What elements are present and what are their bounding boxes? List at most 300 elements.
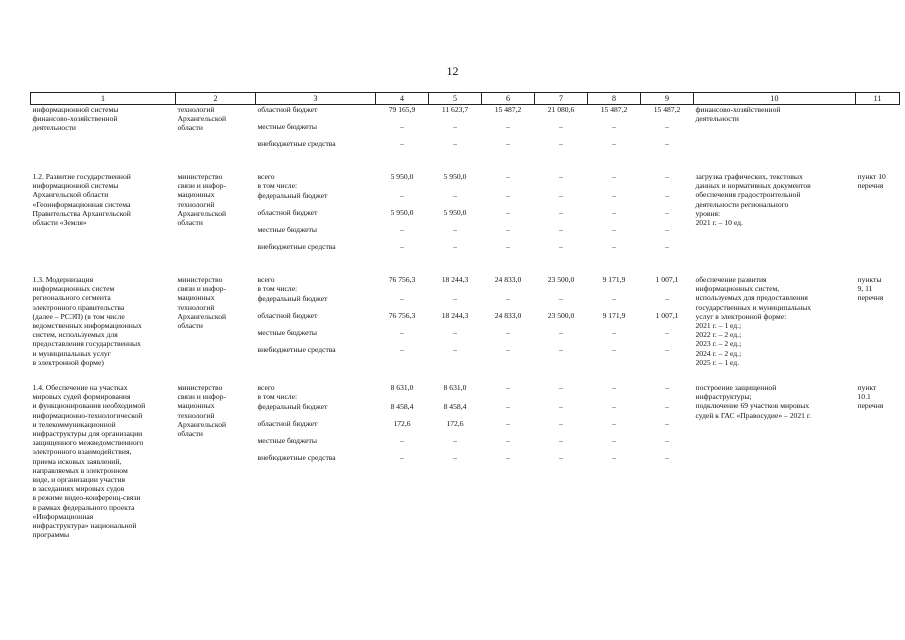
amount-column-6: [482, 383, 535, 539]
executor-line: области: [177, 429, 203, 439]
expected-result-line: 2022 г. – 2 ед.;: [695, 330, 742, 340]
funding-source-label: областной бюджет: [257, 105, 318, 114]
amount-value: 11 623,7: [441, 105, 469, 114]
measure-name-line: информационной системы: [32, 181, 119, 191]
executor: [176, 275, 256, 367]
column-header-2: 2: [176, 93, 256, 105]
amount-value: –: [506, 172, 510, 181]
funding-source: [258, 453, 374, 470]
executor-line: области: [177, 218, 203, 228]
amount-value: –: [506, 139, 510, 148]
funding-source-label: внебюджетные средства: [257, 242, 336, 251]
amount-value: –: [559, 402, 563, 412]
funding-source-label: в том числе:: [257, 392, 298, 402]
amount-value: –: [612, 402, 616, 412]
measure-name-line: приема исковых заявлений,: [32, 456, 122, 466]
amount-value: –: [665, 294, 669, 303]
amount-value: –: [506, 402, 510, 412]
amount-column-7: [535, 172, 588, 259]
funding-source: [258, 345, 374, 362]
reference: [856, 172, 900, 259]
amount-value: –: [400, 328, 404, 337]
executor-line: Архангельской: [177, 419, 227, 429]
executor-line: технологий: [177, 410, 215, 420]
amount-value: –: [559, 191, 563, 200]
amount-value: –: [559, 139, 563, 148]
amount-value: –: [400, 453, 404, 463]
amount-value: –: [612, 345, 616, 354]
amount-value: –: [453, 139, 457, 148]
measure-name-line: информационной системы: [32, 105, 119, 114]
funding-source: [258, 225, 374, 242]
amount-value: –: [665, 208, 669, 217]
column-header-10: 10: [694, 93, 856, 105]
measure-name-line: «Геоинформационная система: [32, 199, 131, 209]
amount-value: 15 487,2: [494, 105, 522, 114]
funding-source-label: федеральный бюджет: [257, 402, 328, 412]
expected-result-line: подключение 69 участков мировых: [695, 401, 810, 411]
amount-value: 9 171,9: [602, 311, 626, 320]
amount-value: –: [612, 294, 616, 303]
measure-name: [31, 172, 176, 259]
amount-value: –: [400, 122, 404, 131]
measure-name-line: систем, используемых для: [32, 330, 118, 340]
row-spacer: [31, 156, 900, 172]
amount-value: –: [612, 191, 616, 200]
expected-result-line: финансово-хозяйственной: [695, 105, 781, 114]
amount-value: 18 244,3: [441, 311, 469, 320]
amount-value: –: [612, 453, 616, 463]
executor-line: Архангельской: [177, 114, 227, 124]
funding-source-label: областной бюджет: [257, 208, 318, 217]
table-body: [31, 105, 900, 540]
amount-value: –: [665, 383, 669, 393]
column-header-5: 5: [429, 93, 482, 105]
amount-column-7: [535, 105, 588, 157]
expected-result-line: 2024 г. – 2 ед.;: [695, 348, 742, 358]
amount-value: 1 007,1: [655, 275, 679, 284]
measure-name-line: инфраструктура» национальной: [32, 521, 137, 531]
reference-line: перечня: [857, 401, 884, 411]
amount-value: –: [612, 225, 616, 234]
funding-source: [258, 191, 374, 208]
executor-line: мационных: [177, 190, 215, 200]
funding-source: [258, 419, 374, 436]
amount-column-9: [641, 275, 694, 367]
expected-result-line: информационных систем,: [695, 284, 780, 294]
amount-value: –: [665, 453, 669, 463]
amount-value: 76 756,3: [388, 311, 416, 320]
amount-value: –: [559, 328, 563, 337]
funding-source: [258, 139, 374, 156]
measure-name-line: области «Земля»: [32, 218, 87, 228]
amount-column-6: [482, 172, 535, 259]
amount-value: 5 950,0: [443, 172, 467, 181]
funding-source-label: областной бюджет: [257, 311, 318, 320]
amount-value: –: [559, 436, 563, 446]
amount-value: –: [506, 328, 510, 337]
amount-column-4: [376, 172, 429, 259]
reference: [856, 275, 900, 367]
funding-source-label: федеральный бюджет: [257, 191, 328, 200]
amount-value: 23 500,0: [547, 275, 575, 284]
column-header-8: 8: [588, 93, 641, 105]
reference-line: пункты: [857, 275, 882, 284]
executor-line: технологий: [177, 105, 215, 114]
table-row: [31, 275, 900, 367]
funding-source-label: федеральный бюджет: [257, 294, 328, 303]
expected-result: [694, 275, 856, 367]
measure-name-line: «Информационная: [32, 511, 94, 521]
executor-line: технологий: [177, 199, 215, 209]
amount-column-7: [535, 275, 588, 367]
measure-name-line: Правительства Архангельской: [32, 208, 131, 218]
amount-value: –: [453, 453, 457, 463]
measure-name-line: ведомственных информационных: [32, 321, 142, 331]
amount-value: –: [665, 242, 669, 251]
expected-result-line: 2025 г. – 1 ед.: [695, 357, 740, 367]
amount-value: –: [506, 383, 510, 393]
amount-value: –: [665, 345, 669, 354]
amount-value: 8 631,0: [443, 383, 467, 393]
amount-value: –: [612, 383, 616, 393]
amount-value: –: [559, 172, 563, 181]
amount-value: –: [453, 328, 457, 337]
measure-name: [31, 383, 176, 539]
amount-value: –: [506, 453, 510, 463]
funding-source: [258, 275, 374, 294]
funding-source-label: всего: [257, 275, 275, 284]
reference: [856, 383, 900, 539]
amount-value: –: [559, 345, 563, 354]
amount-value: –: [665, 328, 669, 337]
measure-name-line: и телекоммуникационной: [32, 419, 116, 429]
column-header-1: 1: [31, 93, 176, 105]
amount-value: 79 165,9: [388, 105, 416, 114]
expected-result-line: используемых для предоставления: [695, 293, 808, 303]
amount-value: –: [400, 139, 404, 148]
amount-value: 5 950,0: [390, 208, 414, 217]
measure-name-line: программы: [32, 530, 70, 540]
funding-source-label: всего: [257, 383, 275, 393]
executor-line: министерство: [177, 383, 223, 393]
table-row: [31, 105, 900, 157]
amount-value: 172,6: [446, 419, 464, 429]
measure-name-line: в электронной форме): [32, 357, 104, 367]
amount-column-8: [588, 105, 641, 157]
amount-value: –: [612, 242, 616, 251]
measure-name-line: в рамках федерального проекта: [32, 502, 135, 512]
header-row: [31, 93, 900, 105]
funding-source-label: всего: [257, 172, 275, 181]
amount-value: –: [665, 419, 669, 429]
executor-line: Архангельской: [177, 208, 227, 218]
amount-value: 8 458,4: [390, 402, 414, 412]
reference: [856, 105, 900, 157]
amount-value: –: [559, 122, 563, 131]
funding-source-label: в том числе:: [257, 181, 298, 191]
amount-column-6: [482, 105, 535, 157]
amount-value: 172,6: [393, 419, 411, 429]
amount-value: 24 833,0: [494, 275, 522, 284]
amount-value: –: [400, 436, 404, 446]
funding-source: [258, 242, 374, 259]
measure-name-line: в заседаниях мировых судов: [32, 484, 125, 494]
amount-value: –: [559, 294, 563, 303]
amount-value: –: [612, 122, 616, 131]
funding-source: [258, 436, 374, 453]
amount-column-5: [429, 383, 482, 539]
measure-name-line: инфраструктуры для организации: [32, 429, 143, 439]
funding-source: [258, 122, 374, 139]
executor-line: технологий: [177, 302, 215, 312]
amount-value: –: [400, 225, 404, 234]
amount-value: –: [400, 242, 404, 251]
executor-line: мационных: [177, 401, 215, 411]
amount-value: –: [612, 208, 616, 217]
amount-value: –: [665, 191, 669, 200]
funding-sources: [256, 172, 376, 259]
amount-value: –: [559, 242, 563, 251]
amount-value: –: [559, 453, 563, 463]
reference-line: пункт 10: [857, 172, 886, 181]
amount-column-9: [641, 383, 694, 539]
amount-value: 21 080,6: [547, 105, 575, 114]
executor-line: министерство: [177, 172, 223, 181]
amount-value: 24 833,0: [494, 311, 522, 320]
amount-column-8: [588, 383, 641, 539]
amount-column-5: [429, 172, 482, 259]
amount-column-9: [641, 105, 694, 157]
amount-value: 5 950,0: [443, 208, 467, 217]
executor-line: области: [177, 123, 203, 133]
amount-value: –: [665, 122, 669, 131]
executor: [176, 172, 256, 259]
amount-value: –: [612, 139, 616, 148]
expected-result-line: инфраструктуры;: [695, 392, 752, 402]
amount-value: –: [453, 242, 457, 251]
expected-result-line: загрузка графических, текстовых: [695, 172, 803, 181]
amount-column-9: [641, 172, 694, 259]
table-row: [31, 383, 900, 539]
page-number: 12: [446, 64, 459, 78]
executor: [176, 105, 256, 157]
amount-value: –: [453, 191, 457, 200]
amount-value: –: [453, 225, 457, 234]
amount-column-5: [429, 275, 482, 367]
amount-value: –: [506, 122, 510, 131]
measure-name-line: предоставления государственных: [32, 339, 141, 349]
reference-line: 10.1: [857, 392, 871, 402]
amount-value: –: [612, 172, 616, 181]
measure-name-line: электронного взаимодействия,: [32, 447, 132, 457]
expected-result-line: государственных и муниципальных: [695, 302, 812, 312]
expected-result-line: 2023 г. – 2 ед.;: [695, 339, 742, 349]
amount-value: –: [559, 208, 563, 217]
amount-column-7: [535, 383, 588, 539]
amount-value: –: [612, 419, 616, 429]
table-row: [31, 172, 900, 259]
expected-result-line: обеспечения градостроительной: [695, 190, 801, 200]
expected-result-line: деятельности регионального: [695, 199, 789, 209]
measure-name-line: деятельности: [32, 123, 76, 133]
amount-value: 18 244,3: [441, 275, 469, 284]
funding-source: [258, 402, 374, 419]
amount-value: –: [453, 122, 457, 131]
amount-value: –: [400, 294, 404, 303]
funding-source: [258, 105, 374, 122]
funding-sources: [256, 105, 376, 157]
amount-value: –: [612, 436, 616, 446]
measure-name-line: виде, и организации участия: [32, 475, 126, 485]
measure-name-line: электронного правительства: [32, 302, 125, 312]
amount-value: –: [506, 208, 510, 217]
expected-result-line: данных и нормативных документов: [695, 181, 811, 191]
amount-column-6: [482, 275, 535, 367]
amount-value: 23 500,0: [547, 311, 575, 320]
executor-line: министерство: [177, 275, 223, 284]
column-header-9: 9: [641, 93, 694, 105]
amount-value: –: [400, 191, 404, 200]
amount-column-4: [376, 105, 429, 157]
measure-name-line: (далее – РСЭП) (в том числе: [32, 311, 125, 321]
amount-column-8: [588, 172, 641, 259]
measure-name-line: и функционирования необходимой: [32, 401, 146, 411]
amount-value: –: [559, 225, 563, 234]
expected-result-line: обеспечение развития: [695, 275, 767, 284]
column-header-6: 6: [482, 93, 535, 105]
amount-column-5: [429, 105, 482, 157]
reference-line: пункт: [857, 383, 877, 393]
measure-name-line: в режиме видео-конференц-связи: [32, 493, 141, 503]
amount-value: –: [453, 294, 457, 303]
measure-name-line: 1.2. Развитие государственной: [32, 172, 131, 181]
amount-value: 15 487,2: [653, 105, 681, 114]
executor-line: связи и инфор-: [177, 392, 226, 402]
amount-value: 5 950,0: [390, 172, 414, 181]
amount-value: –: [506, 242, 510, 251]
amount-value: 8 458,4: [443, 402, 467, 412]
amount-value: –: [559, 383, 563, 393]
measure-name-line: 1.3. Модернизация: [32, 275, 94, 284]
column-header-11: 11: [856, 93, 900, 105]
expected-result: [694, 105, 856, 157]
amount-value: 76 756,3: [388, 275, 416, 284]
funding-source-label: внебюджетные средства: [257, 345, 336, 354]
program-table: [30, 92, 900, 539]
row-spacer: [31, 259, 900, 275]
amount-value: 8 631,0: [390, 383, 414, 393]
measure-name-line: направляемых в электронном: [32, 465, 128, 475]
funding-source-label: внебюджетные средства: [257, 139, 336, 148]
funding-source: [258, 208, 374, 225]
funding-source-label: областной бюджет: [257, 419, 318, 429]
expected-result-line: построение защищенной: [695, 383, 777, 393]
funding-source-label: в том числе:: [257, 284, 298, 294]
executor-line: связи и инфор-: [177, 181, 226, 191]
funding-source-label: местные бюджеты: [257, 436, 317, 446]
amount-value: –: [506, 345, 510, 354]
expected-result-line: 2021 г. – 10 ед.: [695, 218, 743, 228]
measure-name-line: 1.4. Обеспечение на участках: [32, 383, 128, 393]
amount-value: 9 171,9: [602, 275, 626, 284]
amount-value: –: [665, 225, 669, 234]
amount-value: –: [665, 436, 669, 446]
measure-name-line: информационно-технологической: [32, 410, 143, 420]
reference-line: 9, 11: [857, 284, 873, 294]
funding-source: [258, 294, 374, 311]
amount-value: –: [400, 345, 404, 354]
expected-result-line: деятельности: [695, 114, 739, 124]
measure-name-line: информационных систем: [32, 284, 115, 294]
executor-line: связи и инфор-: [177, 284, 226, 294]
amount-value: –: [612, 328, 616, 337]
expected-result-line: уровня:: [695, 208, 721, 218]
measure-name: [31, 105, 176, 157]
measure-name-line: Архангельской области: [32, 190, 109, 200]
funding-source-label: местные бюджеты: [257, 122, 317, 131]
expected-result-line: 2021 г. – 1 ед.;: [695, 321, 742, 331]
funding-source: [258, 328, 374, 345]
funding-source-label: внебюджетные средства: [257, 453, 336, 463]
column-header-7: 7: [535, 93, 588, 105]
amount-value: –: [665, 172, 669, 181]
reference-line: перечня: [857, 293, 884, 303]
expected-result-line: услуг в электронной форме:: [695, 311, 787, 321]
amount-value: –: [506, 225, 510, 234]
executor: [176, 383, 256, 539]
amount-column-4: [376, 275, 429, 367]
reference-line: перечня: [857, 181, 884, 191]
funding-source-label: местные бюджеты: [257, 225, 317, 234]
measure-name-line: защищенного межведомственного: [32, 438, 144, 448]
column-header-4: 4: [376, 93, 429, 105]
amount-column-8: [588, 275, 641, 367]
amount-value: 1 007,1: [655, 311, 679, 320]
funding-sources: [256, 383, 376, 539]
measure-name-line: мировых судей формирования: [32, 392, 131, 402]
measure-name-line: финансово-хозяйственной: [32, 114, 118, 124]
funding-source-label: местные бюджеты: [257, 328, 317, 337]
measure-name-line: регионального сегмента: [32, 293, 111, 303]
funding-source: [258, 383, 374, 402]
measure-name-line: и муниципальных услуг: [32, 348, 111, 358]
executor-line: мационных: [177, 293, 215, 303]
amount-value: –: [506, 294, 510, 303]
amount-value: –: [665, 402, 669, 412]
amount-value: 15 487,2: [600, 105, 628, 114]
amount-value: –: [665, 139, 669, 148]
executor-line: области: [177, 321, 203, 331]
expected-result-line: судей к ГАС «Правосудие» – 2021 г.: [695, 410, 811, 420]
amount-value: –: [559, 419, 563, 429]
row-spacer: [31, 367, 900, 383]
amount-column-4: [376, 383, 429, 539]
amount-value: –: [453, 345, 457, 354]
column-header-3: 3: [256, 93, 376, 105]
executor-line: Архангельской: [177, 311, 227, 321]
expected-result: [694, 172, 856, 259]
funding-source: [258, 172, 374, 191]
funding-sources: [256, 275, 376, 367]
amount-value: –: [506, 191, 510, 200]
amount-value: –: [506, 436, 510, 446]
measure-name: [31, 275, 176, 367]
amount-value: –: [453, 436, 457, 446]
expected-result: [694, 383, 856, 539]
amount-value: –: [506, 419, 510, 429]
funding-source: [258, 311, 374, 328]
